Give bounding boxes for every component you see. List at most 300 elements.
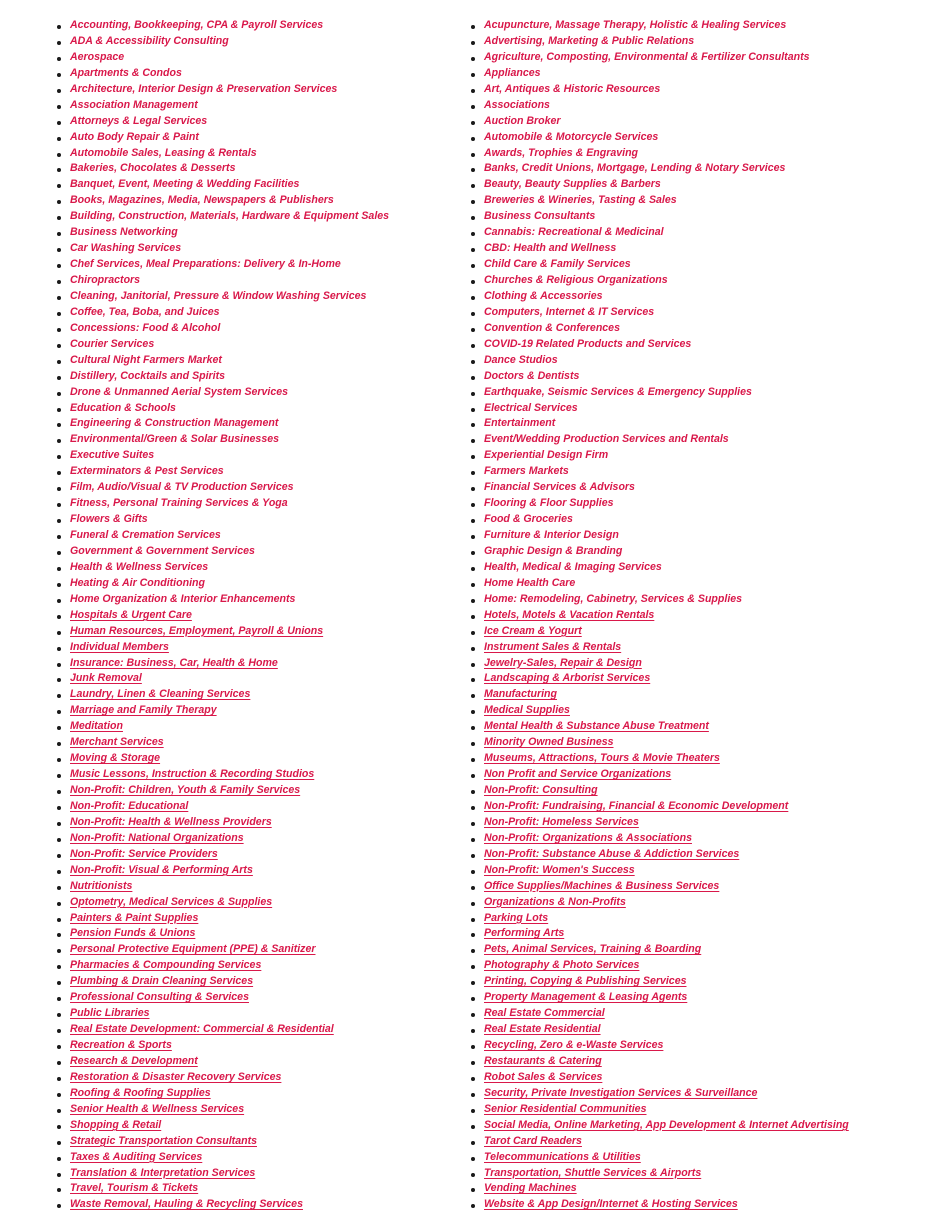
category-link-optometry-medical-services-supplies[interactable]: Optometry, Medical Services & Supplies xyxy=(70,895,273,908)
category-link-home-remodeling-cabinetry-services-supplies[interactable]: Home: Remodeling, Cabinetry, Services & Supplies xyxy=(484,592,743,605)
category-link-restaurants-catering[interactable]: Restaurants & Catering xyxy=(484,1054,602,1067)
category-item xyxy=(56,209,466,225)
category-link-auto-body-repair-paint[interactable]: Auto Body Repair & Paint xyxy=(70,130,199,143)
category-item xyxy=(470,1118,940,1134)
category-link-accounting-bookkeeping-cpa-payroll-services[interactable]: Accounting, Bookkeeping, CPA & Payroll Services xyxy=(70,19,324,31)
category-link-distillery-cocktails-and-spirits[interactable]: Distillery, Cocktails and Spirits xyxy=(70,369,226,382)
category-item xyxy=(56,528,466,544)
category-link-real-estate-development-commercial-residential[interactable]: Real Estate Development: Commercial & Residential xyxy=(70,1023,334,1036)
category-link-ada-accessibility-consulting[interactable]: ADA & Accessibility Consulting xyxy=(70,34,229,47)
category-link-taxes-auditing-services[interactable]: Taxes & Auditing Services xyxy=(70,1150,203,1163)
bullet-icon xyxy=(57,599,61,603)
category-link-covid-19-related-products-and-services[interactable]: COVID-19 Related Products and Services xyxy=(484,337,692,350)
category-item xyxy=(56,305,466,321)
category-link-marriage-and-family-therapy[interactable]: Marriage and Family Therapy xyxy=(70,704,217,717)
category-link-cbd-health-and-wellness[interactable]: CBD: Health and Wellness xyxy=(484,242,617,255)
category-item xyxy=(56,337,466,353)
category-link-bakeries-chocolates-desserts[interactable]: Bakeries, Chocolates & Desserts xyxy=(70,162,236,175)
category-link-real-estate-residential[interactable]: Real Estate Residential xyxy=(484,1023,601,1036)
category-item xyxy=(56,289,466,305)
category-link-food-groceries[interactable]: Food & Groceries xyxy=(484,513,573,526)
category-item xyxy=(56,464,466,480)
category-link-exterminators-pest-services[interactable]: Exterminators & Pest Services xyxy=(70,465,224,478)
category-item xyxy=(470,1150,940,1166)
category-link-home-health-care[interactable]: Home Health Care xyxy=(484,576,576,589)
category-link-professional-consulting-services[interactable]: Professional Consulting & Services xyxy=(70,991,249,1004)
category-link-meditation[interactable]: Meditation xyxy=(70,720,123,733)
category-item xyxy=(470,337,940,353)
category-link-waste-removal-hauling-recycling-services[interactable]: Waste Removal, Hauling & Recycling Services xyxy=(70,1198,303,1211)
bullet-icon xyxy=(471,742,475,746)
bullet-icon xyxy=(57,949,61,953)
category-item xyxy=(470,783,940,799)
category-item xyxy=(470,496,940,512)
bullet-icon xyxy=(57,1204,61,1208)
category-item xyxy=(56,161,466,177)
category-link-executive-suites[interactable]: Executive Suites xyxy=(70,449,155,462)
category-item xyxy=(56,879,466,895)
category-link-graphic-design-branding[interactable]: Graphic Design & Branding xyxy=(484,544,623,557)
category-link-organizations-non-profits[interactable]: Organizations & Non-Profits xyxy=(484,895,626,908)
category-link-photography-photo-services[interactable]: Photography & Photo Services xyxy=(484,959,640,972)
category-link-beauty-beauty-supplies-barbers[interactable]: Beauty, Beauty Supplies & Barbers xyxy=(484,178,661,191)
category-link-convention-conferences[interactable]: Convention & Conferences xyxy=(484,321,620,334)
category-item xyxy=(470,863,940,879)
bullet-icon xyxy=(57,774,61,778)
category-item xyxy=(470,608,940,624)
category-item xyxy=(470,911,940,927)
category-link-cannabis-recreational-medicinal[interactable]: Cannabis: Recreational & Medicinal xyxy=(484,226,664,239)
category-link-office-supplies-machines-business-services[interactable]: Office Supplies/Machines & Business Services xyxy=(484,879,720,892)
category-item xyxy=(56,895,466,911)
bullet-icon xyxy=(471,1157,475,1161)
category-link-child-care-family-services[interactable]: Child Care & Family Services xyxy=(484,258,631,271)
bullet-icon xyxy=(57,360,61,364)
category-item xyxy=(470,50,940,66)
bullet-icon xyxy=(57,997,61,1001)
category-link-laundry-linen-cleaning-services[interactable]: Laundry, Linen & Cleaning Services xyxy=(70,688,251,701)
category-link-non-profit-service-providers[interactable]: Non-Profit: Service Providers xyxy=(70,847,218,860)
bullet-icon xyxy=(57,1077,61,1081)
category-item xyxy=(470,385,940,401)
category-link-architecture-interior-design-preservation-services[interactable]: Architecture, Interior Design & Preservation Services xyxy=(70,82,338,95)
category-link-moving-storage[interactable]: Moving & Storage xyxy=(70,752,161,765)
category-item xyxy=(56,815,466,831)
category-item xyxy=(56,1166,466,1182)
category-link-recreation-sports[interactable]: Recreation & Sports xyxy=(70,1039,172,1051)
category-item xyxy=(56,448,466,464)
bullet-icon xyxy=(57,200,61,204)
category-link-instrument-sales-rentals[interactable]: Instrument Sales & Rentals xyxy=(484,640,622,653)
bullet-icon xyxy=(471,184,475,188)
bullet-icon xyxy=(57,376,61,380)
category-link-pets-animal-services-training-boarding[interactable]: Pets, Animal Services, Training & Boarding xyxy=(484,943,702,956)
category-link-human-resources-employment-payroll-unions[interactable]: Human Resources, Employment, Payroll & Unions xyxy=(70,624,324,637)
bullet-icon xyxy=(57,392,61,396)
category-item xyxy=(56,1118,466,1134)
category-link-non-profit-women-s-success[interactable]: Non-Profit: Women's Success xyxy=(484,863,635,876)
category-link-engineering-construction-management[interactable]: Engineering & Construction Management xyxy=(70,417,279,430)
category-link-non-profit-children-youth-family-services[interactable]: Non-Profit: Children, Youth & Family Services xyxy=(70,784,301,796)
category-link-furniture-interior-design[interactable]: Furniture & Interior Design xyxy=(484,529,619,541)
category-link-clothing-accessories[interactable]: Clothing & Accessories xyxy=(484,289,603,302)
category-link-security-private-investigation-services-surveillance[interactable]: Security, Private Investigation Services & Surveillance xyxy=(484,1086,758,1099)
bullet-icon xyxy=(57,822,61,826)
bullet-icon xyxy=(57,567,61,571)
category-item xyxy=(56,926,466,942)
category-item xyxy=(470,146,940,162)
category-link-attorneys-legal-services[interactable]: Attorneys & Legal Services xyxy=(70,114,208,127)
category-link-senior-residential-communities[interactable]: Senior Residential Communities xyxy=(484,1102,647,1115)
category-link-appliances[interactable]: Appliances xyxy=(484,66,541,79)
category-item xyxy=(56,687,466,703)
category-link-individual-members[interactable]: Individual Members xyxy=(70,640,169,653)
category-item xyxy=(470,273,940,289)
category-item xyxy=(56,560,466,576)
category-link-non-profit-visual-performing-arts[interactable]: Non-Profit: Visual & Performing Arts xyxy=(70,863,253,876)
bullet-icon xyxy=(57,535,61,539)
category-link-event-wedding-production-services-and-rentals[interactable]: Event/Wedding Production Services and Rentals xyxy=(484,433,729,446)
category-link-transportation-shuttle-services-airports[interactable]: Transportation, Shuttle Services & Airports xyxy=(484,1166,702,1179)
bullet-icon xyxy=(471,535,475,539)
category-link-flooring-floor-supplies[interactable]: Flooring & Floor Supplies xyxy=(484,497,614,510)
category-item xyxy=(470,257,940,273)
category-link-drone-unmanned-aerial-system-services[interactable]: Drone & Unmanned Aerial System Services xyxy=(70,385,289,398)
category-link-acupuncture-massage-therapy-holistic-healing-services[interactable]: Acupuncture, Massage Therapy, Holistic & Healing Services xyxy=(484,19,787,31)
category-link-banquet-event-meeting-wedding-facilities[interactable]: Banquet, Event, Meeting & Wedding Facilities xyxy=(70,178,300,191)
category-item xyxy=(56,863,466,879)
category-link-courier-services[interactable]: Courier Services xyxy=(70,337,155,350)
bullet-icon xyxy=(471,232,475,236)
category-link-electrical-services[interactable]: Electrical Services xyxy=(484,401,578,414)
category-link-museums-attractions-tours-movie-theaters[interactable]: Museums, Attractions, Tours & Movie Theaters xyxy=(484,752,720,765)
category-item xyxy=(56,82,466,98)
category-link-non-profit-national-organizations[interactable]: Non-Profit: National Organizations xyxy=(70,831,244,844)
category-item xyxy=(56,576,466,592)
category-link-non-profit-fundraising-financial-economic-development[interactable]: Non-Profit: Fundraising, Financial & Economic Development xyxy=(484,799,789,812)
category-item xyxy=(56,66,466,82)
bullet-icon xyxy=(471,1188,475,1192)
category-link-performing-arts[interactable]: Performing Arts xyxy=(484,927,565,940)
category-item xyxy=(56,321,466,337)
category-link-pension-funds-unions[interactable]: Pension Funds & Unions xyxy=(70,927,196,940)
category-link-breweries-wineries-tasting-sales[interactable]: Breweries & Wineries, Tasting & Sales xyxy=(484,194,677,207)
category-link-pharmacies-compounding-services[interactable]: Pharmacies & Compounding Services xyxy=(70,959,262,972)
bullet-icon xyxy=(57,184,61,188)
bullet-icon xyxy=(471,1061,475,1065)
bullet-icon xyxy=(471,663,475,667)
category-link-apartments-condos[interactable]: Apartments & Condos xyxy=(70,66,182,79)
category-link-chiropractors[interactable]: Chiropractors xyxy=(70,274,141,286)
category-link-medical-supplies[interactable]: Medical Supplies xyxy=(484,704,570,717)
category-link-non-profit-health-wellness-providers[interactable]: Non-Profit: Health & Wellness Providers xyxy=(70,815,272,828)
category-link-non-profit-organizations-associations[interactable]: Non-Profit: Organizations & Associations xyxy=(484,831,692,844)
category-link-business-consultants[interactable]: Business Consultants xyxy=(484,210,596,223)
category-link-website-app-design-internet-hosting-services[interactable]: Website & App Design/Internet & Hosting Services xyxy=(484,1198,738,1211)
bullet-icon xyxy=(57,933,61,937)
bullet-icon xyxy=(57,965,61,969)
category-link-hospitals-urgent-care[interactable]: Hospitals & Urgent Care xyxy=(70,608,192,621)
category-item xyxy=(56,671,466,687)
category-link-shopping-retail[interactable]: Shopping & Retail xyxy=(70,1118,162,1131)
category-link-funeral-cremation-services[interactable]: Funeral & Cremation Services xyxy=(70,529,221,541)
category-link-awards-trophies-engraving[interactable]: Awards, Trophies & Engraving xyxy=(484,146,639,159)
category-item xyxy=(56,1197,466,1213)
category-link-automobile-motorcycle-services[interactable]: Automobile & Motorcycle Services xyxy=(484,130,659,143)
category-link-agriculture-composting-environmental-fertilizer-consultants[interactable]: Agriculture, Composting, Environmental & Fertilizer Consultants xyxy=(484,50,810,63)
bullet-icon xyxy=(57,981,61,985)
bullet-icon xyxy=(57,248,61,252)
category-item xyxy=(56,432,466,448)
category-link-home-organization-interior-enhancements[interactable]: Home Organization & Interior Enhancements xyxy=(70,592,296,605)
category-link-churches-religious-organizations[interactable]: Churches & Religious Organizations xyxy=(484,274,668,286)
category-link-parking-lots[interactable]: Parking Lots xyxy=(484,911,549,924)
category-link-mental-health-substance-abuse-treatment[interactable]: Mental Health & Substance Abuse Treatment xyxy=(484,720,709,733)
category-link-junk-removal[interactable]: Junk Removal xyxy=(70,672,142,685)
category-link-translation-interpretation-services[interactable]: Translation & Interpretation Services xyxy=(70,1166,256,1179)
bullet-icon xyxy=(471,647,475,651)
category-link-cleaning-janitorial-pressure-window-washing-services[interactable]: Cleaning, Janitorial, Pressure & Window Washing Services xyxy=(70,289,367,302)
category-item xyxy=(470,799,940,815)
category-link-personal-protective-equipment-ppe-sanitizer[interactable]: Personal Protective Equipment (PPE) & Sanitizer xyxy=(70,943,316,956)
category-item xyxy=(56,735,466,751)
bullet-icon xyxy=(57,678,61,682)
category-link-real-estate-commercial[interactable]: Real Estate Commercial xyxy=(484,1007,605,1020)
category-item xyxy=(56,146,466,162)
category-item xyxy=(470,560,940,576)
category-link-non-profit-substance-abuse-addiction-services[interactable]: Non-Profit: Substance Abuse & Addiction Services xyxy=(484,847,740,860)
category-link-senior-health-wellness-services[interactable]: Senior Health & Wellness Services xyxy=(70,1102,245,1115)
category-item xyxy=(56,958,466,974)
category-link-coffee-tea-boba-and-juices[interactable]: Coffee, Tea, Boba, and Juices xyxy=(70,305,220,318)
bullet-icon xyxy=(57,232,61,236)
bullet-icon xyxy=(57,439,61,443)
category-link-restoration-disaster-recovery-services[interactable]: Restoration & Disaster Recovery Services xyxy=(70,1070,282,1083)
bullet-icon xyxy=(471,694,475,698)
bullet-icon xyxy=(471,248,475,252)
bullet-icon xyxy=(57,153,61,157)
bullet-icon xyxy=(57,838,61,842)
bullet-icon xyxy=(57,1125,61,1129)
category-link-music-lessons-instruction-recording-studios[interactable]: Music Lessons, Instruction & Recording Studios xyxy=(70,768,315,781)
category-link-chef-services-meal-preparations-delivery-in-home[interactable]: Chef Services, Meal Preparations: Delivery & In-Home xyxy=(70,258,341,271)
category-item xyxy=(56,990,466,1006)
category-link-doctors-dentists[interactable]: Doctors & Dentists xyxy=(484,369,580,382)
category-link-building-construction-materials-hardware-equipment-sales[interactable]: Building, Construction, Materials, Hardware & Equipment Sales xyxy=(70,210,390,223)
category-link-social-media-online-marketing-app-development-internet-advertising[interactable]: Social Media, Online Marketing, App Development & Internet Advertising xyxy=(484,1118,849,1131)
category-link-nutritionists[interactable]: Nutritionists xyxy=(70,879,133,892)
bullet-icon xyxy=(57,105,61,109)
category-link-non-profit-homeless-services[interactable]: Non-Profit: Homeless Services xyxy=(484,815,639,828)
bullet-icon xyxy=(471,631,475,635)
category-link-environmental-green-solar-businesses[interactable]: Environmental/Green & Solar Businesses xyxy=(70,433,280,446)
bullet-icon xyxy=(471,790,475,794)
category-link-auction-broker[interactable]: Auction Broker xyxy=(484,114,561,127)
bullet-icon xyxy=(471,216,475,220)
category-link-non-profit-consulting[interactable]: Non-Profit: Consulting xyxy=(484,784,598,796)
bullet-icon xyxy=(471,200,475,204)
category-link-strategic-transportation-consultants[interactable]: Strategic Transportation Consultants xyxy=(70,1134,257,1147)
bullet-icon xyxy=(471,487,475,491)
category-link-hotels-motels-vacation-rentals[interactable]: Hotels, Motels & Vacation Rentals xyxy=(484,608,655,621)
category-link-earthquake-seismic-services-emergency-supplies[interactable]: Earthquake, Seismic Services & Emergency Supplies xyxy=(484,385,752,398)
category-link-dance-studios[interactable]: Dance Studios xyxy=(484,353,558,366)
category-link-jewelry-sales-repair-design[interactable]: Jewelry-Sales, Repair & Design xyxy=(484,656,642,669)
bullet-icon xyxy=(471,121,475,125)
category-link-entertainment[interactable]: Entertainment xyxy=(484,417,556,430)
category-item xyxy=(470,895,940,911)
category-link-banks-credit-unions-mortgage-lending-notary-services[interactable]: Banks, Credit Unions, Mortgage, Lending & Notary Services xyxy=(484,162,786,175)
category-link-landscaping-arborist-services[interactable]: Landscaping & Arborist Services xyxy=(484,672,651,685)
bullet-icon xyxy=(471,439,475,443)
category-item xyxy=(470,480,940,496)
category-link-plumbing-drain-cleaning-services[interactable]: Plumbing & Drain Cleaning Services xyxy=(70,975,254,988)
category-item xyxy=(470,1006,940,1022)
category-item xyxy=(56,353,466,369)
bullet-icon xyxy=(57,694,61,698)
bullet-icon xyxy=(57,615,61,619)
category-link-government-government-services[interactable]: Government & Government Services xyxy=(70,544,255,557)
category-item xyxy=(470,1086,940,1102)
bullet-icon xyxy=(471,1125,475,1129)
category-link-ice-cream-yogurt[interactable]: Ice Cream & Yogurt xyxy=(484,624,582,637)
category-link-manufacturing[interactable]: Manufacturing xyxy=(484,688,557,701)
category-item xyxy=(56,1022,466,1038)
category-link-automobile-sales-leasing-rentals[interactable]: Automobile Sales, Leasing & Rentals xyxy=(70,146,257,159)
category-item xyxy=(470,847,940,863)
category-link-association-management[interactable]: Association Management xyxy=(70,98,198,111)
category-link-advertising-marketing-public-relations[interactable]: Advertising, Marketing & Public Relations xyxy=(484,34,695,47)
category-item xyxy=(56,799,466,815)
bullet-icon xyxy=(57,631,61,635)
bullet-icon xyxy=(471,168,475,172)
bullet-icon xyxy=(57,806,61,810)
bullet-icon xyxy=(57,742,61,746)
category-link-flowers-gifts[interactable]: Flowers & Gifts xyxy=(70,513,148,526)
bullet-icon xyxy=(57,854,61,858)
category-item xyxy=(470,879,940,895)
bullet-icon xyxy=(471,1045,475,1049)
category-link-telecommunications-utilities[interactable]: Telecommunications & Utilities xyxy=(484,1150,641,1163)
category-item xyxy=(470,942,940,958)
category-link-roofing-roofing-supplies[interactable]: Roofing & Roofing Supplies xyxy=(70,1086,211,1099)
category-link-farmers-markets[interactable]: Farmers Markets xyxy=(484,465,569,478)
bullet-icon xyxy=(471,137,475,141)
bullet-icon xyxy=(57,583,61,587)
category-item xyxy=(470,321,940,337)
category-link-recycling-zero-e-waste-services[interactable]: Recycling, Zero & e-Waste Services xyxy=(484,1039,664,1051)
category-item xyxy=(56,98,466,114)
category-link-tarot-card-readers[interactable]: Tarot Card Readers xyxy=(484,1134,582,1147)
category-link-associations[interactable]: Associations xyxy=(484,98,550,111)
bullet-icon xyxy=(57,455,61,459)
category-link-experiential-design-firm[interactable]: Experiential Design Firm xyxy=(484,449,609,462)
category-link-printing-copying-publishing-services[interactable]: Printing, Copying & Publishing Services xyxy=(484,975,687,988)
bullet-icon xyxy=(471,551,475,555)
category-item xyxy=(56,241,466,257)
category-item xyxy=(56,783,466,799)
category-link-art-antiques-historic-resources[interactable]: Art, Antiques & Historic Resources xyxy=(484,82,661,95)
category-item xyxy=(470,225,940,241)
category-item xyxy=(56,1181,466,1197)
category-item xyxy=(56,225,466,241)
category-link-film-audio-visual-tv-production-services[interactable]: Film, Audio/Visual & TV Production Services xyxy=(70,481,294,494)
bullet-icon xyxy=(471,408,475,412)
bullet-icon xyxy=(471,360,475,364)
category-item xyxy=(470,990,940,1006)
category-link-painters-paint-supplies[interactable]: Painters & Paint Supplies xyxy=(70,911,199,924)
category-item xyxy=(470,656,940,672)
category-link-insurance-business-car-health-home[interactable]: Insurance: Business, Car, Health & Home xyxy=(70,656,278,669)
bullet-icon xyxy=(471,296,475,300)
bullet-icon xyxy=(471,726,475,730)
category-link-research-development[interactable]: Research & Development xyxy=(70,1054,198,1067)
bullet-icon xyxy=(471,280,475,284)
category-link-health-wellness-services[interactable]: Health & Wellness Services xyxy=(70,560,209,573)
category-item xyxy=(470,130,940,146)
bullet-icon xyxy=(57,647,61,651)
category-link-computers-internet-it-services[interactable]: Computers, Internet & IT Services xyxy=(484,305,655,318)
category-link-non-profit-educational[interactable]: Non-Profit: Educational xyxy=(70,799,189,812)
category-link-education-schools[interactable]: Education & Schools xyxy=(70,401,176,414)
category-item xyxy=(470,353,940,369)
category-item xyxy=(56,624,466,640)
category-item xyxy=(56,193,466,209)
category-link-minority-owned-business[interactable]: Minority Owned Business xyxy=(484,736,614,749)
bullet-icon xyxy=(471,981,475,985)
category-item xyxy=(470,241,940,257)
bullet-icon xyxy=(57,423,61,427)
category-item xyxy=(470,751,940,767)
category-link-property-management-leasing-agents[interactable]: Property Management & Leasing Agents xyxy=(484,991,688,1004)
category-link-health-medical-imaging-services[interactable]: Health, Medical & Imaging Services xyxy=(484,560,662,573)
bullet-icon xyxy=(57,137,61,141)
category-item xyxy=(470,289,940,305)
category-link-vending-machines[interactable]: Vending Machines xyxy=(484,1182,577,1195)
category-item xyxy=(56,592,466,608)
category-item xyxy=(470,193,940,209)
category-link-aerospace[interactable]: Aerospace xyxy=(70,50,125,63)
category-link-cultural-night-farmers-market[interactable]: Cultural Night Farmers Market xyxy=(70,353,222,366)
category-link-non-profit-and-service-organizations[interactable]: Non Profit and Service Organizations xyxy=(484,768,672,781)
bullet-icon xyxy=(57,344,61,348)
category-link-financial-services-advisors[interactable]: Financial Services & Advisors xyxy=(484,481,635,494)
category-item xyxy=(470,305,940,321)
bullet-icon xyxy=(471,965,475,969)
category-link-heating-air-conditioning[interactable]: Heating & Air Conditioning xyxy=(70,576,205,589)
bullet-icon xyxy=(471,599,475,603)
bullet-icon xyxy=(57,710,61,714)
category-item xyxy=(56,496,466,512)
bullet-icon xyxy=(57,551,61,555)
bullet-icon xyxy=(471,392,475,396)
category-link-concessions-food-alcohol[interactable]: Concessions: Food & Alcohol xyxy=(70,321,221,334)
category-link-public-libraries[interactable]: Public Libraries xyxy=(70,1007,150,1020)
category-link-books-magazines-media-newspapers-publishers[interactable]: Books, Magazines, Media, Newspapers & Publishers xyxy=(70,194,334,207)
category-item xyxy=(56,703,466,719)
category-link-robot-sales-services[interactable]: Robot Sales & Services xyxy=(484,1070,603,1083)
category-item xyxy=(470,1134,940,1150)
category-link-travel-tourism-tickets[interactable]: Travel, Tourism & Tickets xyxy=(70,1182,199,1195)
category-link-merchant-services[interactable]: Merchant Services xyxy=(70,736,164,749)
category-item xyxy=(470,401,940,417)
category-item xyxy=(56,831,466,847)
category-item xyxy=(56,751,466,767)
category-item xyxy=(470,66,940,82)
category-link-business-networking[interactable]: Business Networking xyxy=(70,226,178,239)
category-link-car-washing-services[interactable]: Car Washing Services xyxy=(70,242,182,255)
category-link-fitness-personal-training-services-yoga[interactable]: Fitness, Personal Training Services & Yoga xyxy=(70,497,288,510)
